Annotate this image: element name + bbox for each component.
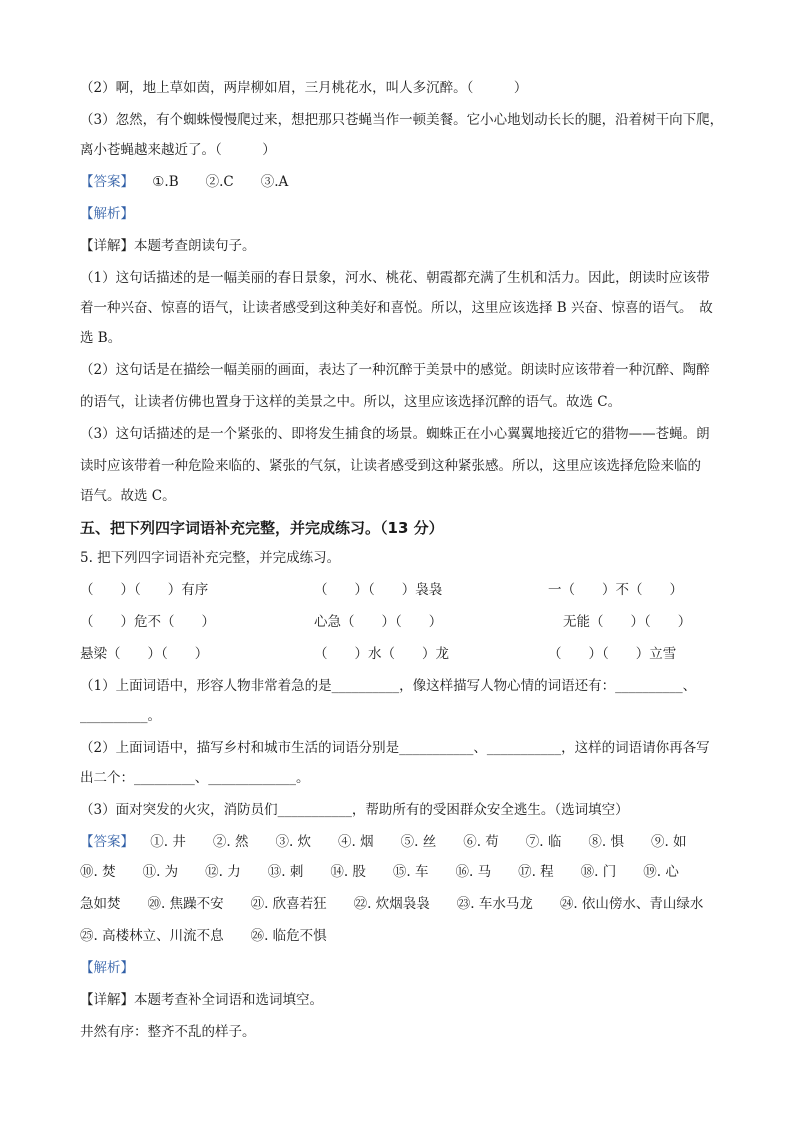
answer-tag: 【答案】	[80, 174, 134, 190]
answer-row-2	[80, 832, 724, 852]
detail-p3-line1: （3）这句话描述的是一个紧张的、即将发生捕食的场景。蜘蛛正在小心翼翼地接近它的猎物——苍蝇。朗	[80, 426, 710, 442]
section-heading: 五、把下列四字词语补充完整，并完成练习。（13 分）	[80, 519, 444, 537]
word-blank: （ ）危不（ ）	[80, 614, 215, 630]
answer-line: 急如焚 ⑳. 焦躁不安 ㉑. 欣喜若狂 ㉒. 炊烟袅袅 ㉓. 车水马龙 ㉔. 依山傍水、青山绿水	[80, 896, 704, 912]
detail-p3-line2: 读时应该带着一种危险来临的、紧张的气氛，让读者感受到这种紧张感。所以，这里应该选择危险来临的	[80, 458, 701, 474]
answer-line: ①. 井 ②. 然 ③. 炊 ④. 烟 ⑤. 丝 ⑥. 苟 ⑦. 临 ⑧. 惧 ⑨. 如	[150, 834, 687, 850]
subq-2-line2: 出二个：_________、_____________。	[80, 770, 310, 786]
detail-p3-line3: 语气。故选 C。	[80, 488, 176, 504]
answer-text: ①.B ②.C ③.A	[152, 174, 289, 190]
word-blank: （ ）（ ）袅袅	[314, 582, 443, 598]
answer-row-1	[80, 172, 724, 192]
subq-3: （3）面对突发的火灾，消防员们___________，帮助所有的受困群众安全逃生。（选词填空）	[80, 802, 629, 818]
answer-tag: 【答案】	[80, 834, 134, 850]
detail-p2-line1: （2）这句话是在描绘一幅美丽的画面，表达了一种沉醉于美景中的感觉。朗读时应该带着一种沉醉、陶醉	[80, 362, 710, 378]
detail-intro: 【详解】本题考查朗读句子。	[80, 238, 256, 254]
answer-line: ⑩. 焚 ⑪. 为 ⑫. 力 ⑬. 刺 ⑭. 股 ⑮. 车 ⑯. 马 ⑰. 程 ⑱. 门 ⑲. 心	[80, 864, 679, 880]
detail-p1-line1: （1）这句话描述的是一幅美丽的春日景象，河水、桃花、朝霞都充满了生机和活力。因此，朗读时应该带	[80, 270, 710, 286]
q4-item-3-line2: 离小苍蝇越来越近了。（ ）	[80, 142, 276, 158]
analysis-tag: 【解析】	[80, 206, 134, 222]
q4-item-2: （2）啊，地上草如茵，两岸柳如眉，三月桃花水，叫人多沉醉。（ ）	[80, 80, 528, 96]
word-blank: 悬梁（ ）（ ）	[80, 646, 209, 662]
subq-1-line2: __________。	[80, 708, 161, 724]
subq-1-line1: （1）上面词语中，形容人物非常着急的是__________，像这样描写人物心情的词语还有：__________、	[80, 678, 697, 694]
word-blank: （ ）水（ ）龙	[314, 646, 449, 662]
detail-intro: 【详解】本题考查补全词语和选词填空。	[80, 992, 323, 1008]
subq-2-line1: （2）上面词语中，描写乡村和城市生活的词语分别是___________、___________，这样的词语请你再各写	[80, 740, 710, 756]
word-blank: 一（ ）不（ ）	[548, 582, 683, 598]
detail-p2-line2: 的语气，让读者仿佛也置身于这样的美景之中。所以，这里应该选择沉醉的语气。故选 C。	[80, 394, 622, 410]
question-5: 5. 把下列四字词语补充完整，并完成练习。	[80, 550, 341, 566]
detail-p1-line2: 着一种兴奋、惊喜的语气，让读者感受到这种美好和喜悦。所以，这里应该选择 B 兴奋、惊喜的语气。 故	[80, 300, 713, 316]
detail-line: 井然有序：整齐不乱的样子。	[80, 1024, 256, 1040]
q4-item-3-line1: （3）忽然，有个蜘蛛慢慢爬过来，想把那只苍蝇当作一顿美餐。它小心地划动长长的腿，沿着树干向下爬，	[80, 112, 724, 128]
analysis-tag: 【解析】	[80, 960, 134, 976]
word-blank: （ ）（ ）立雪	[548, 646, 677, 662]
word-blank: 心急（ ）（ ）	[314, 614, 443, 630]
detail-p1-line3: 选 B。	[80, 330, 122, 346]
word-blank: 无能（ ）（ ）	[563, 614, 692, 630]
word-blank: （ ）（ ）有序	[80, 582, 209, 598]
answer-line: ㉕. 高楼林立、川流不息 ㉖. 临危不惧	[80, 928, 327, 944]
